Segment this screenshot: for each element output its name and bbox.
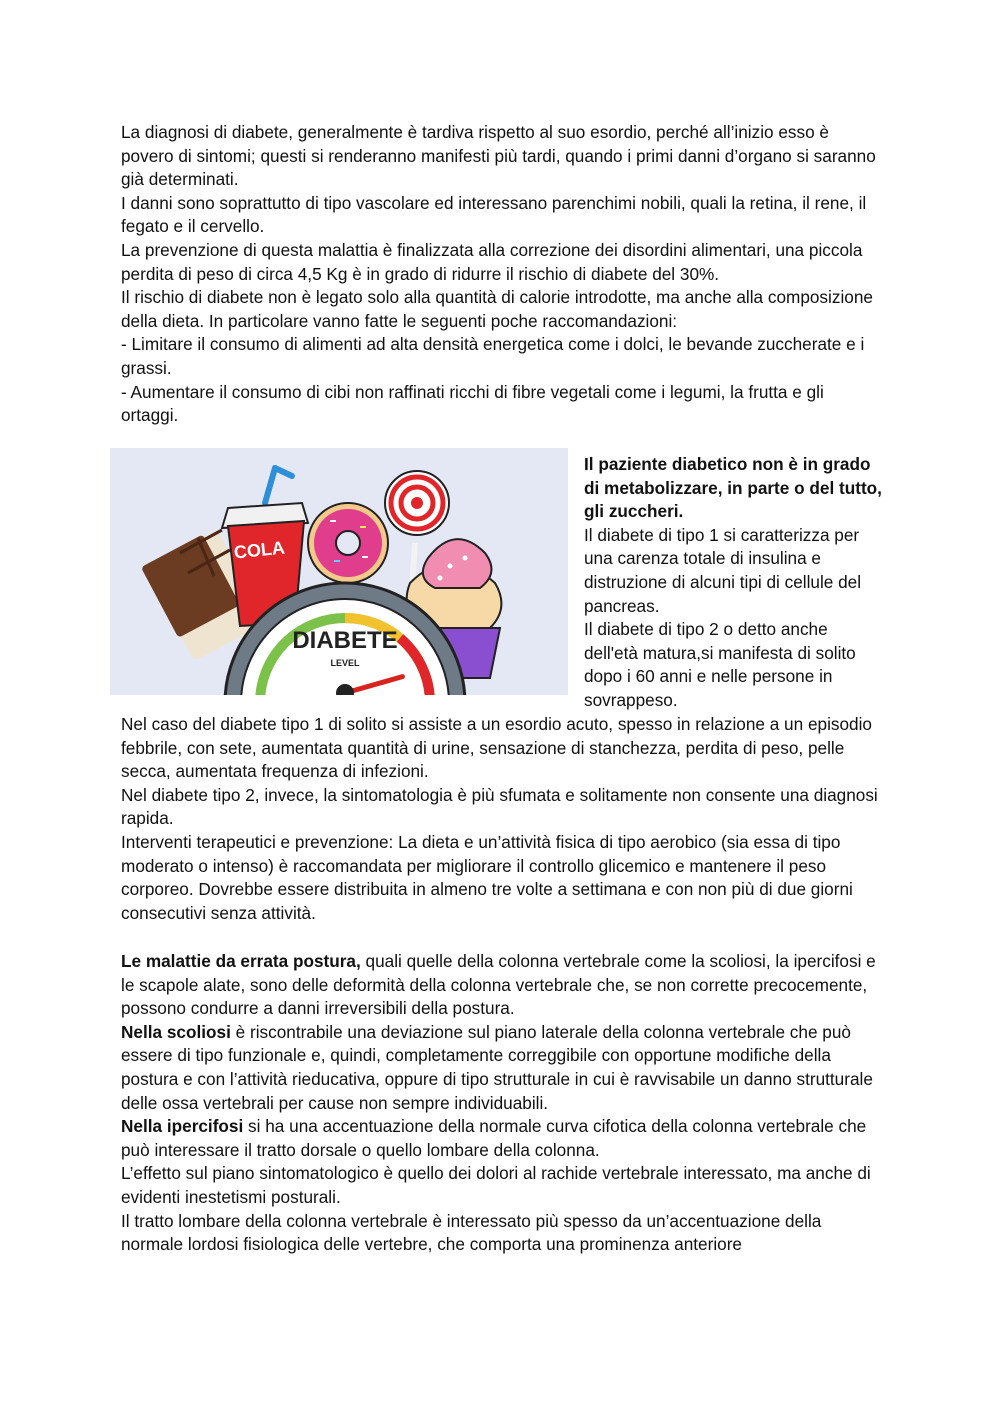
scoliosis-text: è riscontrabile una deviazione sul piano laterale della colonna vertebrale che può essere di tipo funzionale e, quindi, completamente correggibile con opportune modifiche della postura e con l’attività rieducativa, oppure di tipo strutturale in cui è ravvisabile un danno strutturale delle ossa vertebrali per cause non sempre individuabili. [121,1021,873,1113]
gauge-title: DIABETE [292,627,398,654]
intro-paragraph: I danni sono soprattutto di tipo vascolare ed interessano parenchimi nobili, quali la retina, il rene, il fegato e il cervello. [121,192,867,237]
kyphosis-text: si ha una accentuazione della normale curva cifotica della colonna vertebrale che può interessare il tratto dorsale o quello lombare della colonna. [121,1116,867,1160]
diabetes-illustration [110,448,568,695]
intro-paragraph: La prevenzione di questa malattia è finalizzata alla correzione dei disordini alimentari, una piccola perdita di peso di circa 4,5 Kg è in grado di ridurre il rischio di diabete del 30%. [121,239,863,284]
side-paragraph: Il diabete di tipo 1 si caratterizza per una carenza totale di insulina e distruzione di alcuni tipi di cellule del pancreas. [584,524,862,616]
intro-paragraph: Il rischio di diabete non è legato solo alla quantità di calorie introdotte, ma anche alla composizione della dieta. In particolare vanno fatte le seguenti poche raccomandazioni: [121,287,873,331]
figure-side-text [584,453,884,713]
body-paragraph: Il tratto lombare della colonna vertebrale è interessato più spesso da un’accentuazione della normale lordosi fisiologica delle vertebre, che comporta una prominenza anteriore [121,1210,822,1255]
diabetes-illustration-graphic [110,448,568,695]
side-paragraph: Il diabete di tipo 2 o detto anche dell'età matura,si manifesta di solito dopo i 60 anni e nelle persone in sovrappeso. [584,619,856,710]
side-lead: Il paziente diabetico non è in grado di metabolizzare, in parte o del tutto, gli zuccheri. [584,454,882,522]
scoliosis-paragraph [121,1021,881,1115]
body-paragraph: Nel diabete tipo 2, invece, la sintomatologia è più sfumata e solitamente non consente una diagnosi rapida. [121,784,878,829]
body-paragraph: L’effetto sul piano sintomatologico è quello dei dolori al rachide vertebrale interessato, ma anche di evidenti inestetismi posturali. [121,1163,871,1207]
intro-list-item: - Limitare il consumo di alimenti ad alta densità energetica come i dolci, le bevande zuccherate e i grassi. [121,334,865,378]
posture-paragraph [121,950,881,1021]
posture-text: quali quelle della colonna vertebrale come la scoliosi, la ipercifosi e le scapole alate, sono delle deformità della colonna vertebrale che, se non corrette precocemente, possono condurre a danni irreversibili della postura. [121,951,876,1019]
donut-icon [308,503,388,583]
kyphosis-paragraph [121,1115,881,1162]
symptoms-section [121,713,881,925]
posture-section [121,950,881,1257]
gauge-subtitle: LEVEL [330,658,360,668]
kyphosis-heading: Nella ipercifosi [121,1116,244,1137]
posture-heading: Le malattie da errata postura, [121,951,361,971]
intro-section [121,121,881,428]
scoliosis-heading: Nella scoliosi [121,1021,231,1042]
cola-label: COLA [232,537,286,563]
intro-list-item: - Aumentare il consumo di cibi non raffinati ricchi di fibre vegetali come i legumi, la frutta e gli ortaggi. [121,381,824,426]
body-paragraph: Interventi terapeutici e prevenzione: La dieta e un’attività fisica di tipo aerobico (sia essa di tipo moderato o intenso) è raccomandata per migliorare il controllo glicemico e mantenere il peso corporeo. Dovrebbe essere distribuita in almeno tre volte a settimana e con non più di due giorni consecutivi senza attività. [121,831,853,923]
body-paragraph: Nel caso del diabete tipo 1 di solito si assiste a un esordio acuto, spesso in relazione a un episodio febbrile, con sete, aumentata quantità di urine, sensazione di stanchezza, perdita di peso, pelle secca, aumentata frequenza di infezioni. [121,714,872,782]
intro-paragraph: La diagnosi di diabete, generalmente è tardiva rispetto al suo esordio, perché all’inizio esso è povero di sintomi; questi si renderanno manifesti più tardi, quando i primi danni d’organo si saranno già determinati. [121,122,876,190]
